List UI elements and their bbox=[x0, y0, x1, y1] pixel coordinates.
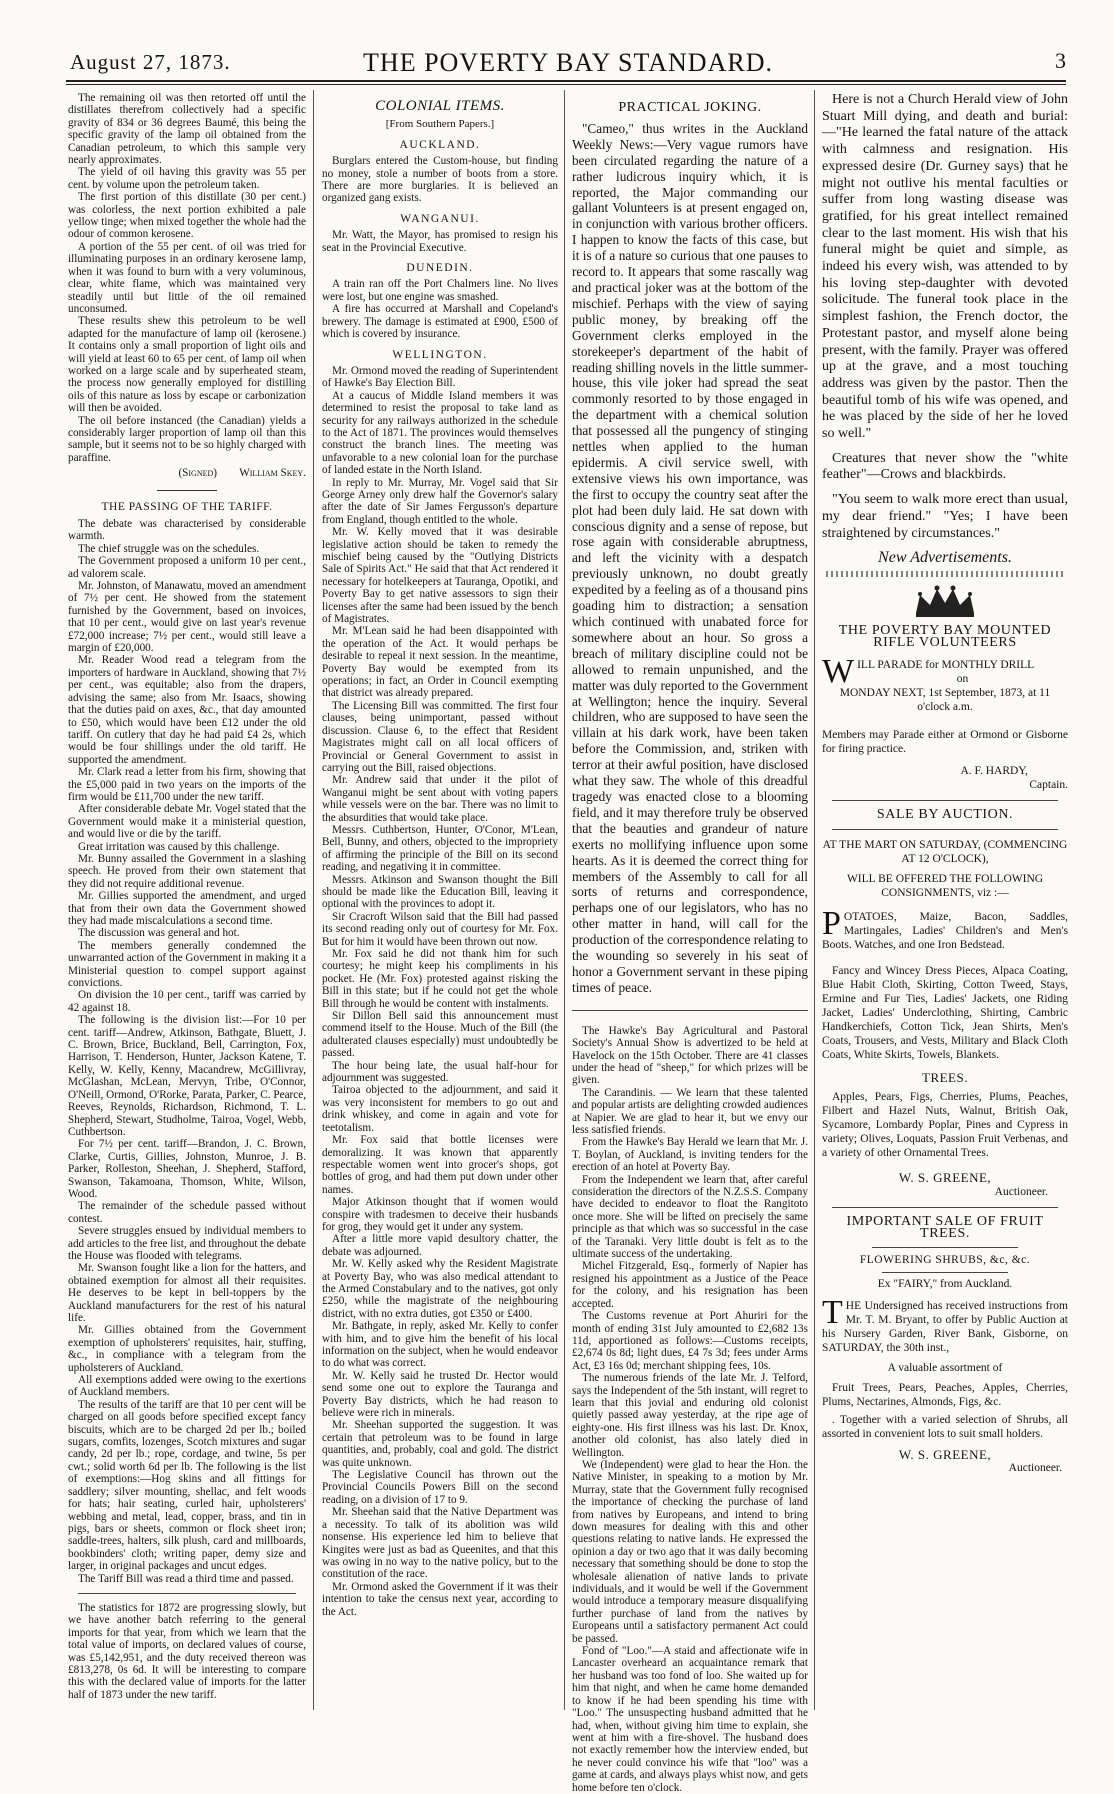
divider bbox=[882, 1272, 1008, 1273]
paragraph: Mr. Clark read a letter from his firm, showing that the £5,000 paid in two years on the imports of the firm would be £11,700 under the new tariff. bbox=[68, 766, 306, 803]
paragraph: The Government proposed a uniform 10 per cent., ad valorem scale. bbox=[68, 555, 306, 580]
paragraph: Major Atkinson thought that if women would conspire with tradesmen to deceive their husbands for grog, they would get it under any system. bbox=[322, 1196, 558, 1233]
article-heading-tariff: THE PASSING OF THE TARIFF. bbox=[101, 500, 273, 513]
news-items bbox=[572, 1025, 808, 1794]
paragraph: A fire has occurred at Marshall and Copeland's brewery. The damage is estimated at £900, £500 of which is covered by insurance. bbox=[322, 303, 558, 341]
ad-text: POTATOES, Maize, Bacon, Saddles, Martingales, Ladies' Children's and Men's Boots. Watches, and one Iron Bedstead. bbox=[822, 904, 1068, 951]
ad-heading-rifle-volunteers: THE POVERTY BAY MOUNTED RIFLE VOLUNTEERS bbox=[838, 622, 1052, 651]
paragraph: Great irritation was caused by this challenge. bbox=[78, 840, 280, 853]
paragraph: The Licensing Bill was committed. The first four clauses, being unimportant, passed without discussion. Clause 6, to the effect that Resident Magistrates might call on all local officers of Provincial or General Government to assist in carrying out the Bill, raised objections. bbox=[322, 699, 558, 774]
paragraph: From the Hawke's Bay Herald we learn that Mr. J. T. Boylan, of Auckland, is inviting tenders for the erection of an hotel at Poverty Bay. bbox=[572, 1136, 808, 1174]
paragraph: The results of the tariff are that 10 per cent will be charged on all goods before specified except fancy biscuits, which are to be charged 2d per lb.; boiled sugars, comfits, lozenges, Scotch mixtures and sugar candy, 2d per lb.; rope, cordage, and twine, 5s per cwt.; solid worth 6d per lb. The following is the list of exemptions:—Hog skins and all fittings for saddlery; silver mounting, shellac, and felt woods for hats; hair seating, curled hair, upholsterers' webbing and metal, lead, copper, brass, and tin in pigs, bars or sheets, common or flock sheet iron; saddle-trees, halters, silk plush, card and millboards, bookbinders' cloth; writing paper, demy size and larger, in original packages and uncut edges. bbox=[68, 1398, 306, 1573]
divider bbox=[832, 829, 1058, 830]
paragraph: The remaining oil was then retorted off until the distillates therefrom collectively had a specific gravity of 834 or 36 degrees Baumé, this being the specific gravity of the lamp oil obtained from the Canadian petroleum, to which this sample very nearly approximates. bbox=[68, 92, 306, 167]
paragraph: Tairoa objected to the adjournment, and said it was very inconsistent for members to go out and drink whiskey, and come in again and vote for teetotalism. bbox=[322, 1084, 558, 1134]
ad-text: WILL BE OFFERED THE FOLLOWING CONSIGNMENTS, viz :— bbox=[846, 872, 1044, 899]
paragraph: Mr. Swanson fought like a lion for the hatters, and obtained exemption for almost all their requisites. He deserves to be kept in bell-toppers by the Auckland manufacturers for the rest of his natural life. bbox=[68, 1262, 306, 1324]
masthead-rule-thin bbox=[66, 84, 1066, 85]
paragraph: Mr. Ormond asked the Government if it was their intention to take the census next year, according to the Act. bbox=[322, 1580, 558, 1618]
paragraph: Sir Cracroft Wilson said that the Bill had passed its second reading only out of courtesy for Mr. Fox. But for him it would have been thrown out now. bbox=[322, 910, 558, 948]
paragraph: The Customs revenue at Port Ahuriri for the month of ending 31st July amounted to £2,682 13s 11d, apportioned as follows:—Customs receipts, £2,674 0s 8d; light dues, £4 7s 3d; fees under Arms Act, £3 16s 0d; merchant shipping fees, 10s. bbox=[572, 1310, 808, 1372]
column-divider bbox=[564, 90, 565, 1710]
paragraph: Messrs. Cuthbertson, Hunter, O'Conor, M'Lean, Bell, Bunny, and others, objected to the impropriety of affirming the principle of the Bill on its second reading, and negativing it in committee. bbox=[322, 823, 558, 874]
paragraph: The chief struggle was on the schedules. bbox=[78, 542, 260, 555]
paragraph: The statistics for 1872 are progressing slowly, but we have another batch referring to the general imports for that year, from which we learn that the total value of imports, on declared values of course, was £5,142,951, and the duty received thereon was £813,278, 0s 6d. It will be interesting to compare this with the declared value of imports for the latter half of 1873 under the new tariff. bbox=[68, 1601, 306, 1701]
ad-text: WILL PARADE for MONTHLY DRILL bbox=[822, 652, 1035, 690]
ad-text: Fancy and Wincey Dress Pieces, Alpaca Coating, Blue Habit Cloth, Skirting, Cotton Tweed, Stays, Ermine and Fur Ties, Ladies' Jackets, one Riding Jacket, Ladies' Underclothing, Shirting, Cambric Handkerchiefs, Cotton Tick, Jean Shirts, Men's Coats, Trousers, and Vests, Military and Black Cloth Coats, White Skirts, Towels, Blankets. bbox=[822, 964, 1068, 1061]
paragraph: The remainder of the schedule passed without contest. bbox=[68, 1200, 306, 1225]
ad-text: THE Undersigned has received instructions from Mr. T. M. Bryant, to offer by Public Auction at his Nursery Garden, River Bank, Gisborne, on SATURDAY, the 30th inst., bbox=[822, 1293, 1068, 1354]
section-heading-new-advertisements: New Advertisements. bbox=[878, 549, 1012, 567]
column-2 bbox=[322, 92, 558, 1710]
paragraph: The debate was characterised by considerable warmth. bbox=[68, 518, 306, 543]
paragraph: From the Independent we learn that, after careful consideration the directors of the N.Z.S.S. Company have decided to endeavor to float the Rangitoto once more. She will be lifted on precisely the same principle as that which was so successful in the case of the Taranaki. Very little doubt is felt as to the ultimate success of the undertaking. bbox=[572, 1173, 808, 1261]
section-heading-colonial-items: COLONIAL ITEMS. bbox=[375, 98, 505, 114]
paragraph: Mr. M'Lean said he had been disappointed with the operation of the Act. It would perhaps be desirable to repeal it next session. In the meantime, Poverty Bay would be exempted from its operations; in fact, an Order in Council exempting that district was already prepared. bbox=[322, 625, 558, 700]
paragraph: The hour being late, the usual half-hour for adjournment was suggested. bbox=[322, 1059, 558, 1085]
paragraph: Mr. Reader Wood read a telegram from the importers of hardware in Auckland, showing that 7½ per cent., was equitable; also from the drapers, advising the same; also from Mr. Isaacs, showing that the duties paid on axes, &c., that day amounted to £50, which would have been £12 under the old tariff. On cutlery that day he had paid £4 2s, which would be four shillings under the old tariff. He supported the amendment. bbox=[68, 654, 306, 766]
dateline-auckland: AUCKLAND. bbox=[399, 138, 481, 151]
paragraph: Sir Dillon Bell said this announcement must commend itself to the House. Much of the Bill (the adulterated clauses especially) must undoubtedly be passed. bbox=[322, 1010, 558, 1060]
column-divider bbox=[313, 90, 314, 1710]
paragraph: Mr. Watt, the Mayor, has promised to resign his seat in the Provincial Executive. bbox=[322, 229, 558, 254]
paragraph: Messrs. Atkinson and Swanson thought the Bill should be made like the Education Bill, leaving it optional with the provinces to adopt it. bbox=[322, 873, 558, 911]
paragraph: Severe struggles ensued by individual members to add articles to the free list, and throughout the debate the House was flooded with telegrams. bbox=[68, 1225, 306, 1262]
paragraph: The first portion of this distillate (30 per cent.) was colorless, the next portion exhibited a pale yellow tinge; when mixed together the whole had the odour of common kerosene. bbox=[68, 191, 306, 241]
dateline-wanganui: WANGANUI. bbox=[400, 212, 480, 225]
paragraph: The Legislative Council has thrown out the Provincial Councils Powers Bill on the second reading, on a division of 17 to 9. bbox=[322, 1469, 558, 1506]
divider bbox=[572, 1010, 808, 1011]
paragraph: The Hawke's Bay Agricultural and Pastoral Society's Annual Show is advertized to be held at Havelock on the 15th October. There are 41 classes under the head of "sheep," for which prizes will be given. bbox=[572, 1024, 808, 1087]
ad-signature-role: Captain. bbox=[1029, 778, 1068, 791]
paragraph: Creatures that never show the "white feather"—Crows and blackbirds. bbox=[822, 450, 1068, 483]
paragraph: These results shew this petroleum to be well adapted for the manufacture of lamp oil (kerosene.) It contains only a small proportion of light oils and will yield at least 60 to 65 per cent. of lamp oil when worked on a large scale and by superheated steam, the process now generally employed for distilling oils of this nature as loss by escape or carbonization will then be avoided. bbox=[68, 315, 306, 415]
ad-text: MONDAY NEXT, 1st September, 1873, at 11 o'clock a.m. bbox=[839, 686, 1051, 713]
paragraph: For 7½ per cent. tariff—Brandon, J. C. Brown, Clarke, Curtis, Gillies, Johnston, Munroe, J. B. Parker, Rolleston, Sheehan, J. Shepherd, Stafford, Swanson, Takamoana, Thomson, White, Wilson, Wood. bbox=[68, 1138, 306, 1200]
ad-text: A valuable assortment of bbox=[887, 1361, 1003, 1374]
article-heading-practical-joking: PRACTICAL JOKING. bbox=[618, 100, 762, 115]
divider bbox=[78, 1593, 296, 1594]
dateline-dunedin: DUNEDIN. bbox=[406, 262, 474, 275]
ad-text: Ex "FAIRY," from Auckland. bbox=[877, 1277, 1013, 1290]
paragraph: Mr. Sheehan said that the Native Department was a necessity. To talk of its abolition was wild nonsense. His experience led him to believe that Kingites were just as bad as Queenites, and that this was owing in no way to the native policy, but to the constitution of the race. bbox=[322, 1506, 558, 1581]
signature-line bbox=[68, 467, 306, 479]
paragraph: The members generally condemned the unwarranted action of the Government in making it a Ministerial question to compel support against convictions. bbox=[68, 939, 306, 990]
ad-text: AT THE MART ON SATURDAY, (COMMENCING AT 12 O'CLOCK), bbox=[822, 838, 1068, 865]
paragraph: Mr. W. Kelly moved that it was desirable legislative action should be taken to remedy the mischief being caused by the "Outlying Districts Sale of Spirits Act." He said that that Act rendered it necessary for hotelkeepers at Tauranga, Opotiki, and Poverty Bay to get native assessors to sign their licenses after the same had been issued by the bench of Magistrates. bbox=[322, 526, 558, 626]
paragraph: All exemptions added were owing to the exertions of Auckland members. bbox=[68, 1374, 306, 1399]
paragraph: The Carandinis. — We learn that these talented and popular artists are delighting crowded audiences at Napier. We are glad to hear it, but we envy our less satisfied friends. bbox=[572, 1086, 808, 1136]
dateline-wellington: WELLINGTON. bbox=[392, 348, 488, 361]
paragraph: "You seem to walk more erect than usual, my dear friend." "Yes; I have been straightened by circumstances." bbox=[822, 492, 1068, 541]
paragraph: The numerous friends of the late Mr. J. Telford, says the Independent of the 5th instant, will regret to learn that this jovial and enduring old colonist quietly passed away yesterday, at the ripe age of eighty-one. His first illness was his last. Dr. Knox, another old colonist, has also lately died in Wellington. bbox=[572, 1372, 808, 1459]
paragraph: On division the 10 per cent., tariff was carried by 42 against 18. bbox=[68, 989, 306, 1014]
decorative-rule bbox=[826, 571, 1064, 577]
masthead-rule bbox=[66, 80, 1066, 82]
crown-emblem-icon bbox=[910, 583, 980, 619]
auctioneer-name: W. S. GREENE, bbox=[898, 1446, 992, 1462]
signature-name: William Skey. bbox=[239, 467, 306, 480]
paragraph: The following is the division list:—For 10 per cent. tariff—Andrew, Atkinson, Bathgate, Bluett, J. C. Brown, Brice, Buckland, Bell, Carrington, Fox, Harrison, T. Henderson, Hunter, Jackson Katene, T. Kelly, W. Kelly, Kenny, Macandrew, McGillivray, McGlashan, McLean, Mervyn, Tribe, O'Connor, O'Neill, Ormond, O'Rorke, Parata, Parker, C. Pearce, Reeves, Reynolds, Richardson, Richmond, T. L. Shepherd, Stewart, Studholme, Tairoa, Vogel, Webb, Cuthbertson. bbox=[68, 1014, 306, 1138]
paragraph: After a little more vapid desultory chatter, the debate was adjourned. bbox=[322, 1233, 558, 1258]
paragraph: Mr. Ormond moved the reading of Superintendent of Hawke's Bay Election Bill. bbox=[322, 364, 558, 390]
divider bbox=[872, 1247, 1018, 1248]
column-3 bbox=[572, 92, 808, 1794]
paragraph: The yield of oil having this gravity was 55 per cent. by volume upon the petroleum taken. bbox=[68, 166, 306, 191]
paragraph: Mr. Gillies supported the amendment, and urged that from their own data the Government showed they had made miscalculations a second time. bbox=[68, 890, 306, 927]
paragraph: Mr. Sheehan supported the suggestion. It was certain that petroleum was to be found in large quantities, and, probably, coal and gold. The district was quite unknown. bbox=[322, 1419, 558, 1469]
column-divider bbox=[814, 90, 815, 1710]
paragraph: Fond of "Loo."—A staid and affectionate wife in Lancaster overheard an acquaintance remark that her husband was too fond of loo. She waited up for him that night, and when he came home demanded to know if he had been spending his time with "Loo." The unsuspecting husband admitted that he had, when, without giving him time to explain, she went at him with a fire-shovel. The husband does not exactly remember how the interview ended, but he never could convince his wife that "loo" was a game at cards, and always plays whist now, and gets home before ten o'clock. bbox=[572, 1645, 808, 1794]
ad-text: Members may Parade either at Ormond or Gisborne for firing practice. bbox=[822, 728, 1068, 755]
ad-text: Fruit Trees, Pears, Peaches, Apples, Cherries, Plums, Nectarines, Almonds, Figs, &c. bbox=[822, 1381, 1068, 1408]
paragraph: A train ran off the Port Chalmers line. No lives were lost, but one engine was smashed. bbox=[322, 278, 558, 303]
paragraph: Michel Fitzgerald, Esq., formerly of Napier has resigned his appointment as a Justice of the Peace for the colony, and his resignation has been accepted. bbox=[572, 1260, 808, 1310]
paragraph: At a caucus of Middle Island members it was determined to resist the proposal to take land as security for any railways authorized in the schedule to the Act of 1871. The provinces would themselves construct the branch lines. The meeting was unfavorable to a new colonial loan for the purchase of landed estate in the North Island. bbox=[322, 389, 558, 477]
auctioneer-role: Auctioneer. bbox=[1008, 1462, 1062, 1475]
ad-text: . Together with a varied selection of Shrubs, all assorted in convenient lots to suit small holders. bbox=[822, 1413, 1068, 1440]
auctioneer-name: W. S. GREENE, bbox=[898, 1170, 992, 1186]
column-4 bbox=[822, 92, 1068, 1710]
ad-text: on bbox=[956, 672, 969, 685]
ad-subheading-shrubs: FLOWERING SHRUBS, &c, &c. bbox=[859, 1253, 1031, 1266]
source-note: [From Southern Papers.] bbox=[385, 118, 495, 131]
paragraph: Here is not a Church Herald view of John Stuart Mill dying, and death and burial:—"He learned the fatal nature of the attack with calmness and resignation. His expressed desire (Dr. Gurney says) that he might not outlive his mental faculties or suffer from long wasting disease was gratified, for his great intellect remained clear to the last moment. His wish that his funeral might be quiet and simple, as indeed his every wish, was attended to by his loving step-daughter with devoted solicitude. The funeral took place in the simplest fashion, the French doctor, the Protestant pastor, and myself alone being present, with the family. Prayer was offered up at the grave, and a most touching address was given by the pastor. Then the beautiful tomb of his wife was opened, and he was placed by the side of her he loved so well." bbox=[822, 92, 1068, 442]
paragraph: Mr. Fox said that bottle licenses were demoralizing. It was known that apparently respectable women went into grocer's shops, got bottles of grog, and had them put down under other names. bbox=[322, 1134, 558, 1196]
paragraph: In reply to Mr. Murray, Mr. Vogel said that Sir George Arney only drew half the Governor's salary after the date of Sir James Fergusson's departure from England, though entitled to the whole. bbox=[322, 476, 558, 526]
auctioneer-role: Auctioneer. bbox=[994, 1185, 1048, 1198]
masthead bbox=[70, 44, 1066, 77]
newspaper-title: THE POVERTY BAY STANDARD. bbox=[363, 48, 773, 77]
paragraph: A portion of the 55 per cent. of oil was tried for illuminating purposes in an ordinary kerosene lamp, when it was found to burn with a very voluminous, clear, white flame, which was maintained very steadily until but little of the oil remained unconsumed. bbox=[68, 240, 306, 315]
page-number: 3 bbox=[1055, 48, 1066, 73]
paragraph: After considerable debate Mr. Vogel stated that the Government would make it a ministerial question, and would live or die by the tariff. bbox=[68, 803, 306, 841]
signed-label: (Signed) bbox=[178, 467, 217, 480]
paragraph: The Tariff Bill was read a third time and passed. bbox=[78, 1572, 294, 1585]
ad-text: Apples, Pears, Figs, Cherries, Plums, Peaches, Filbert and Hazel Nuts, Walnut, British Oak, Sycamore, Lombardy Poplar, Pines and Cypress in variety; Olives, Loquats, Passion Fruit Verbenas, and a variety of other Ornamental Trees. bbox=[822, 1091, 1068, 1160]
paragraph: Mr. Fox said he did not thank him for such courtesy; he might keep his compliments in his pocket. He (Mr. Fox) protested against risking the Bill in this state; but if he could not get the whole Bill through he would be content with instalments. bbox=[322, 948, 558, 1010]
paragraph: Mr. Bunny assailed the Government in a slashing speech. He proved from their own statement that they did not require additional revenue. bbox=[68, 852, 306, 890]
paragraph: The oil before instanced (the Canadian) yields a considerably larger proportion of lamp oil than this sample, but it seems not to be so highly charged with paraffine. bbox=[68, 414, 306, 464]
ad-heading-sale-by-auction: SALE BY AUCTION. bbox=[876, 806, 1014, 822]
paragraph: The discussion was general and hot. bbox=[78, 927, 240, 940]
divider bbox=[832, 1207, 1058, 1208]
paragraph: Mr. W. Kelly said he trusted Dr. Hector would send some one out to explore the Tauranga and Poverty Bay districts, which he had reason to believe were rich in minerals. bbox=[322, 1369, 558, 1420]
paragraph: Mr. Bathgate, in reply, asked Mr. Kelly to confer with him, and to give him the benefit of his local information on the subject, when he would endeavor to do what was correct. bbox=[322, 1320, 558, 1370]
ad-heading-trees: TREES. bbox=[922, 1069, 968, 1085]
ad-signature: A. F. HARDY, bbox=[960, 764, 1028, 777]
paragraph: We (Independent) were glad to hear the Hon. the Native Minister, in speaking to a motion by Mr. Murray, state that the Government fully recognised the importance of checking the purchase of land from natives by Europeans, and intend to bring down measures for dealing with this and other questions relating to native lands. He expressed the opinion a day or two ago that it was daily becoming necessary that something should be done to stop the wholesale alienation of native lands to private individuals, and it would be well if the Government would introduce a temporary measure disqualifying further purchase of land from the natives by Europeans until a satisfactory permanent Act could be passed. bbox=[572, 1458, 808, 1645]
issue-date: August 27, 1873. bbox=[70, 50, 231, 74]
column-1 bbox=[68, 92, 306, 1710]
paragraph: "Cameo," thus writes in the Auckland Weekly News:—Very vague rumors have been circulated regarding the nature of a rather ludicrous inquiry which, it is reported, the Major commanding our gallant Volunteers is at present engaged on, in conjunction with various brother officers. I happen to know the facts of this case, but it is of a nature so curious that one pauses to record to. It appears that some rascally wag and practical joker was at the bottom of the mischief. Perhaps with the view of saying public money, by breaking off the Government clerks employed in the storekeeper's department of the habit of reading shilling novels in the little summer-house, this vile joker had spread the seat commonly resorted to by those engaged in the department with a chemical solution that possessed all the pungency of stinging nettles when applied to the human epidermis. A civil service swell, with extensive views his own importance, was the first to occupy the country seat after the plot had been duly laid. He sat down with conscious dignity and a sense of repose, but rose again with considerable abruptness, and left the vicinity with a despatch previously unknown, no doubt greatly expedited by a feeling as of a thousand pins goading him to distraction; a sensation which continued with unabated force for somewhere about an hour. So gross a breach of military discipline could not be allowed to remain unpunished, and the matter was duly reported to the Government at Wellington; hence the inquiry. Several children, who are supposed to have seen the villain at his dark work, have been taken before the Commission, and, striken with terror at their awful position, have disclosed what they saw. The whole of this dreadful tragedy was enacted close to a blooming field, and it may therefore truly be observed that the beauties and grandeur of nature exerts no mollifying influence upon some hearts. As it is deemed the correct thing for members of the Assembly to call for all sorts of returns and correspondence, perhaps one of our legislators, who has no other matter in hand, will call for the production of the correspondence relating to the wounding so severely in his seat of honor a Government servant in these piping times of peace. bbox=[572, 120, 808, 995]
paragraph: Mr. W. Kelly asked why the Resident Magistrate at Poverty Bay, who was also medical attendant to the Armed Constabulary and to the natives, got only £250, while the magistrate of the neighbouring district, with no extra duties, got £350 or £400. bbox=[322, 1258, 558, 1320]
paragraph: Mr. Gillies obtained from the Government exemption of upholsterers' requisites, hair, stuffing, &c., in compliance with a telegram from the upholsterers of Auckland. bbox=[68, 1324, 306, 1374]
paragraph: Mr. Johnston, of Manawatu, moved an amendment of 7½ per cent. He showed from the statement furnished by the Government, based on invoices, that 10 per cent., would give on last year's revenue £72,000 increase; 7½ per cent., would still leave a margin of £20,000. bbox=[68, 580, 306, 655]
divider bbox=[832, 800, 1058, 801]
paragraph: Burglars entered the Custom-house, but finding no money, stole a number of boots from a store. There are more burglaries. It is believed an organized gang exists. bbox=[322, 155, 558, 205]
divider bbox=[157, 490, 217, 491]
ad-heading-fruit-trees: IMPORTANT SALE OF FRUIT TREES. bbox=[846, 1213, 1044, 1242]
paragraph: Mr. Andrew said that under it the pilot of Wanganui might be sent about with voting papers while vessels were on the bar. There was no limit to the absurdities that would take place. bbox=[322, 774, 558, 824]
